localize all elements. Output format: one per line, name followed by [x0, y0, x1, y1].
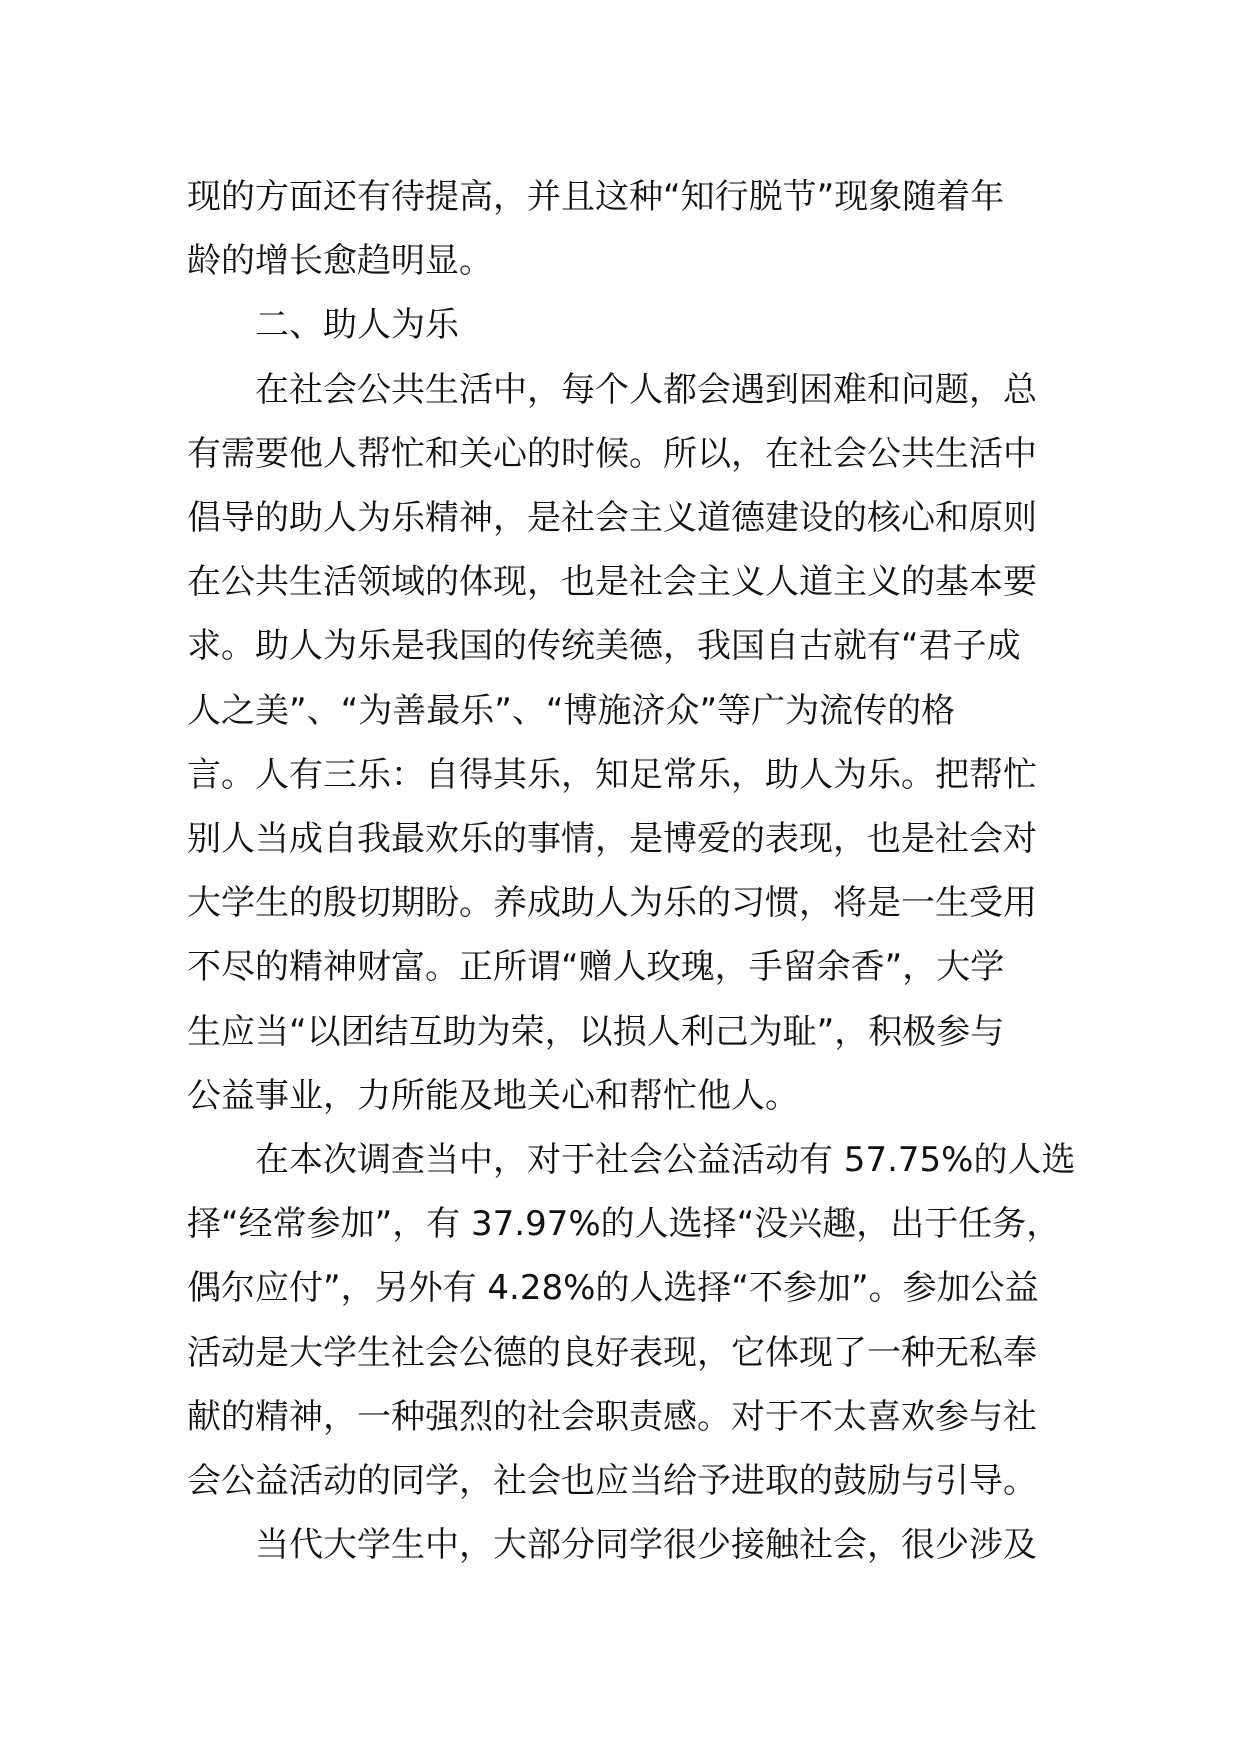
text-line: 现的方面还有待提高，并且这种“知行脱节”现象随着年 [187, 177, 1005, 217]
text-line: 会公益活动的同学，社会也应当给予进取的鼓励与引导。 [187, 1461, 1037, 1501]
text-line: 在本次调查当中，对于社会公益活动有 57.75%的人选 [255, 1140, 1076, 1180]
text-line: 倡导的助人为乐精神，是社会主义道德建设的核心和原则 [187, 498, 1037, 538]
text-line: 献的精神，一种强烈的社会职责感。对于不太喜欢参与社 [187, 1397, 1037, 1437]
text-line: 大学生的殷切期盼。养成助人为乐的习惯，将是一生受用 [187, 883, 1037, 923]
text-line: 在公共生活领域的体现，也是社会主义人道主义的基本要 [187, 562, 1037, 602]
text-line: 言。人有三乐：自得其乐，知足常乐，助人为乐。把帮忙 [187, 755, 1037, 795]
text-line: 龄的增长愈趋明显。 [187, 241, 493, 281]
text-line: 生应当“以团结互助为荣，以损人利己为耻”，积极参与 [187, 1012, 1005, 1052]
text-line: 当代大学生中，大部分同学很少接触社会，很少涉及 [255, 1525, 1037, 1565]
text-line: 在社会公共生活中，每个人都会遇到困难和问题，总 [255, 370, 1037, 410]
text-line: 偶尔应付”，另外有 4.28%的人选择“不参加”。参加公益 [187, 1268, 1039, 1308]
text-line: 活动是大学生社会公德的良好表现，它体现了一种无私奉 [187, 1333, 1037, 1373]
text-line: 择“经常参加”，有 37.97%的人选择“没兴趣，出于任务， [187, 1204, 1061, 1244]
text-line: 有需要他人帮忙和关心的时候。所以，在社会公共生活中 [187, 434, 1037, 474]
text-line: 不尽的精神财富。正所谓“赠人玫瑰，手留余香”，大学 [187, 947, 1005, 987]
text-line: 公益事业，力所能及地关心和帮忙他人。 [187, 1076, 799, 1116]
text-line: 人之美”、“为善最乐”、“博施济众”等广为流传的格 [187, 691, 956, 731]
text-line: 求。助人为乐是我国的传统美德，我国自古就有“君子成 [187, 626, 1021, 666]
text-line: 别人当成自我最欢乐的事情，是博爱的表现，也是社会对 [187, 819, 1037, 859]
section-heading: 二、助人为乐 [255, 305, 459, 345]
